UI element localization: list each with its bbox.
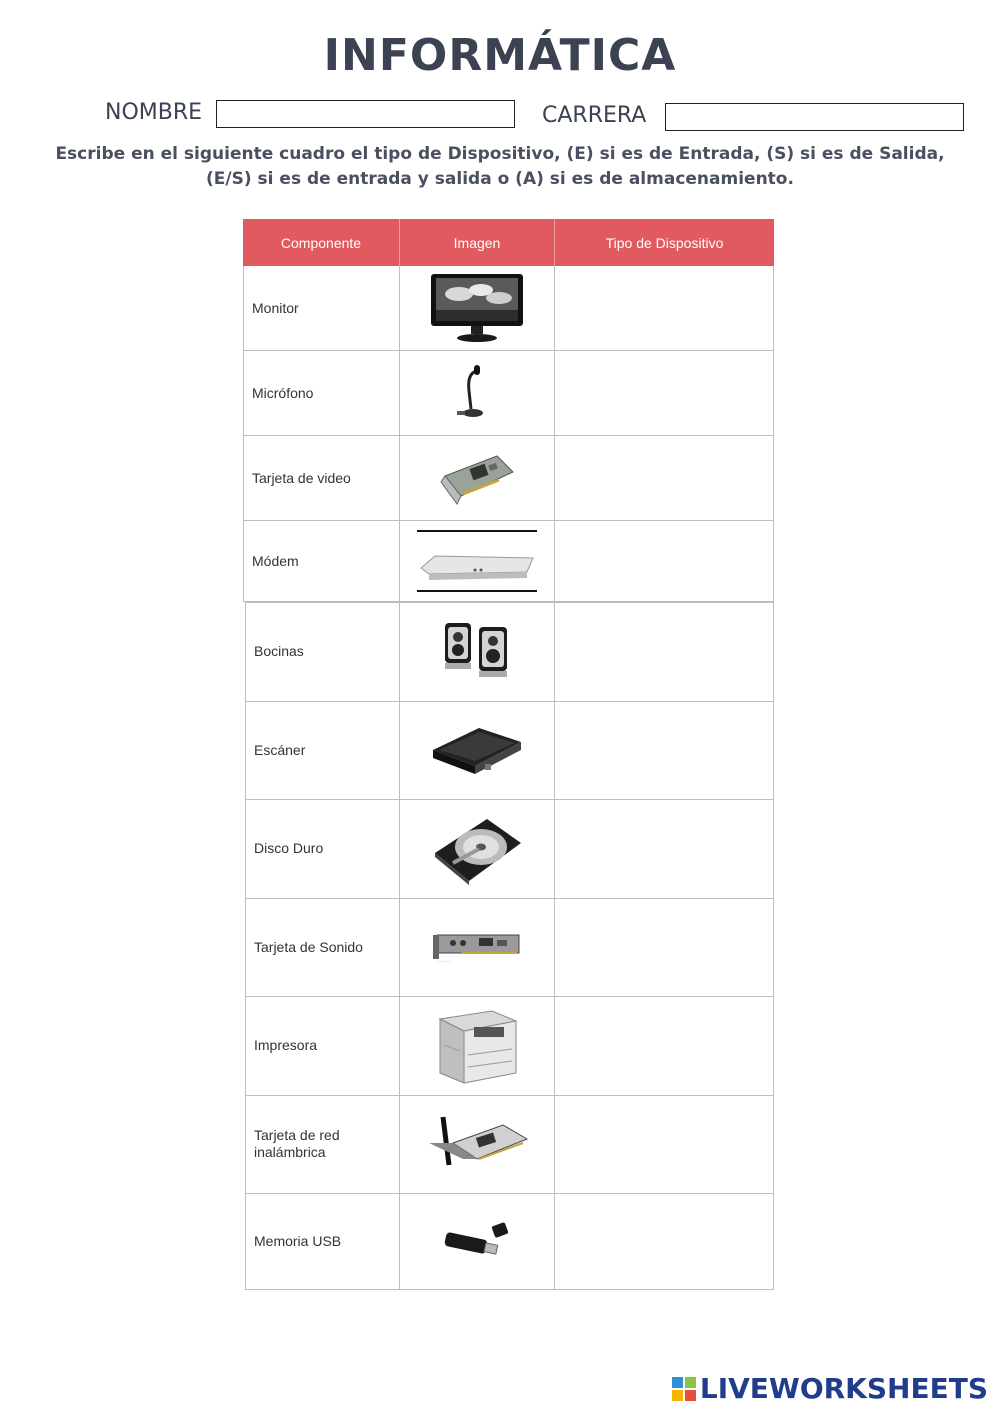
answer-cell[interactable] xyxy=(555,1096,773,1194)
row-name: Disco Duro xyxy=(246,800,400,898)
answer-cell[interactable] xyxy=(555,266,773,350)
row-name: Tarjeta de red inalámbrica xyxy=(246,1096,400,1194)
table-header xyxy=(243,219,774,266)
modem-icon xyxy=(400,521,554,601)
speakers-icon xyxy=(400,603,554,701)
table-row xyxy=(245,997,774,1096)
table-row xyxy=(243,521,774,602)
instructions-line-1: Escribe en el siguiente cuadro el tipo de Dispositivo, (E) si es de Entrada, (S) si es de Salida, xyxy=(55,144,945,164)
answer-cell[interactable] xyxy=(555,521,773,601)
row-name: Escáner xyxy=(246,702,400,800)
answer-cell[interactable] xyxy=(555,899,773,997)
brand-text: LIVEWORKSHEETS xyxy=(699,1372,988,1405)
row-name: Impresora xyxy=(246,997,400,1095)
header-tipo: Tipo de Dispositivo xyxy=(605,234,724,251)
row-name: Bocinas xyxy=(246,603,400,701)
table-row xyxy=(245,800,774,899)
answer-cell[interactable] xyxy=(555,351,773,435)
table-row xyxy=(243,266,774,351)
scanner-icon xyxy=(400,702,554,800)
row-name: Memoria USB xyxy=(246,1194,400,1289)
row-name: Tarjeta de video xyxy=(244,436,400,520)
microphone-icon xyxy=(400,351,554,435)
table-row xyxy=(243,436,774,521)
row-name: Micrófono xyxy=(244,351,400,435)
header-componente: Componente xyxy=(243,219,400,266)
answer-cell[interactable] xyxy=(555,702,773,800)
instructions-line-2: (E/S) si es de entrada y salida o (A) si es de almacenamiento. xyxy=(206,169,794,189)
answer-cell[interactable] xyxy=(555,603,773,701)
instructions xyxy=(40,142,960,192)
page-title: INFORMÁTICA xyxy=(323,30,677,81)
answer-cell[interactable] xyxy=(555,1194,773,1289)
nombre-label: NOMBRE xyxy=(105,100,203,125)
monitor-icon xyxy=(400,266,554,350)
table-part-2 xyxy=(245,602,774,1290)
logo-mark-icon xyxy=(672,1377,696,1401)
printer-icon xyxy=(400,997,554,1095)
table-row xyxy=(245,1096,774,1195)
answer-cell[interactable] xyxy=(555,997,773,1095)
answer-cell[interactable] xyxy=(555,800,773,898)
row-name: Módem xyxy=(244,521,400,601)
header-imagen: Imagen xyxy=(400,219,555,266)
hard-drive-icon xyxy=(400,800,554,898)
table-row xyxy=(245,1194,774,1290)
row-name: Tarjeta de Sonido xyxy=(246,899,400,997)
usb-drive-icon xyxy=(400,1194,554,1289)
device-table xyxy=(243,219,774,1290)
table-row xyxy=(245,899,774,998)
table-row xyxy=(245,702,774,801)
nombre-field[interactable] xyxy=(216,100,515,128)
carrera-label: CARRERA xyxy=(542,103,647,128)
video-card-icon xyxy=(400,436,554,520)
answer-cell[interactable] xyxy=(555,436,773,520)
wireless-card-icon xyxy=(400,1096,554,1194)
svg-text:··· ··· ···: ··· ··· ··· xyxy=(437,959,452,965)
table-row xyxy=(245,603,774,702)
row-name: Monitor xyxy=(244,266,400,350)
carrera-field[interactable] xyxy=(665,103,964,131)
table-row xyxy=(243,351,774,436)
liveworksheets-logo xyxy=(672,1372,988,1405)
sound-card-icon xyxy=(400,899,554,997)
